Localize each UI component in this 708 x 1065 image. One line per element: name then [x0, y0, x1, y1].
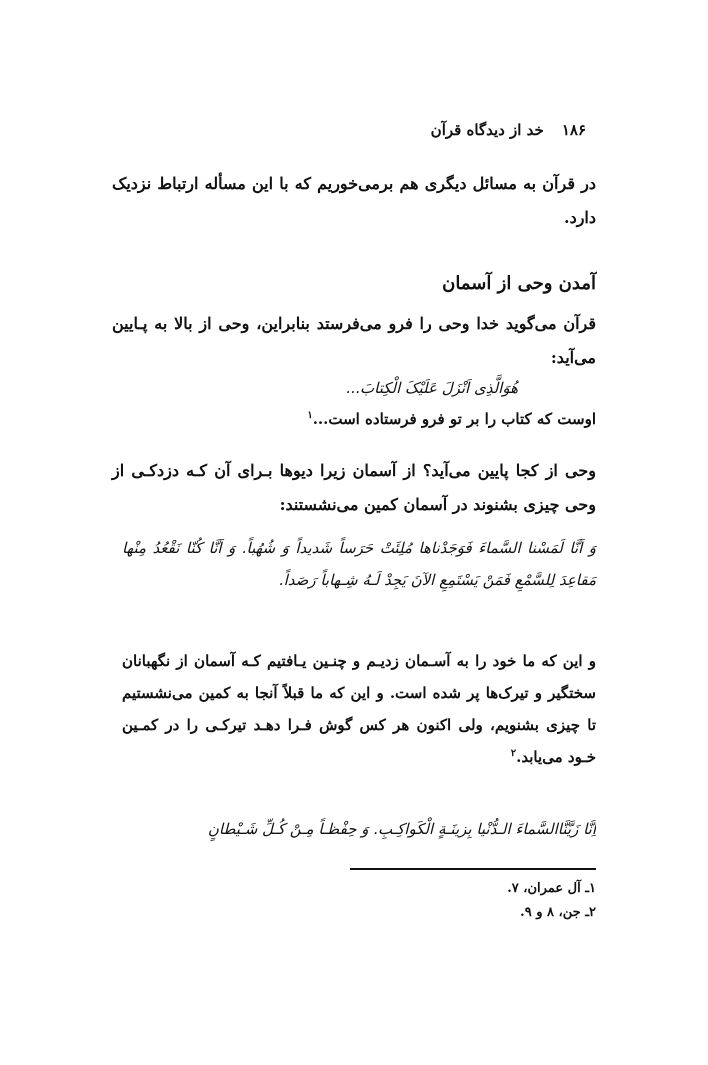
footnote-1: ۱ـ آل عمران، ۷. [507, 881, 596, 896]
footnote-divider [350, 868, 596, 870]
paragraph-descent: قرآن می‌گوید خدا وحی را فرو می‌فرستد بنابراین، وحی از بالا به پـایین می‌آید: [112, 314, 596, 367]
verse-1-arabic: هُوَالَّذِی اَنْزَلَ عَلَیْکَ الْکِتابَ... [345, 379, 518, 397]
paragraph-where-from: وحی از کجا پایین می‌آید؟ از آسمان زیرا دیوها بـرای آن کـه دزدکـی از وحی چیزی بشنوند در آسمان کمین می‌نشستند: [112, 461, 596, 514]
verse-1-translation-text: اوست که کتاب را بر تو فرو فرستاده است... [312, 410, 596, 428]
footnote-ref-1: ۱ [307, 410, 313, 421]
running-head [116, 121, 586, 143]
verse-3-arabic: اِنَّا زَیَّنَّاالسَّماءَ الـدُّنْیا بِزینَـةٍ الْکَواکِـبِ. وَ حِفْظـاً مِـنْ کُـلِّ شَـیْطانٍ [207, 820, 596, 838]
running-title: خد از دیدگاه قرآن [430, 121, 544, 139]
verse-2-translation-text: و این که ما خود را به آسـمان زدیـم و چنـین یـافتیم کـه آسمان از نگهبانان سختگیر و تیرک‌ها پر شده است. و این که ما قبلاً آنجا به کمین می‌نشستیم تا چیزی بشنویم، ولی اکنون هر کس گوش فـرا دهـد تیرکـی را در کمـین خـود می‌یابد. [122, 652, 596, 766]
verse-2-arabic: وَ اَنَّا لَمَسْنا السَّماءَ فَوَجَدْناها مُلِئَتْ حَرَساً شَدیداً وَ شُهُباً. وَ اَنَّا کُنّا نَقْعُدُ مِنْها مَقاعِدَ لِلسَّمْعِ فَمَنْ یَسْتَمِعِ الآنَ یَجِدْ لَـهُ شِـهاباً رَصَداً. [122, 539, 596, 589]
footnote-2: ۲ـ جن، ۸ و ۹. [520, 905, 596, 920]
verse-1-translation [112, 404, 596, 434]
footnotes [112, 877, 596, 925]
footnote-ref-2: ۲ [510, 748, 517, 759]
verse-2-translation [122, 645, 596, 773]
section-heading: آمدن وحی از آسمان [442, 273, 596, 294]
page-number: ۱۸۶ [561, 121, 586, 139]
paragraph-intro: در قرآن به مسائل دیگری هم برمی‌خوریم که با این مسأله ارتباط نزدیک دارد. [112, 174, 596, 227]
